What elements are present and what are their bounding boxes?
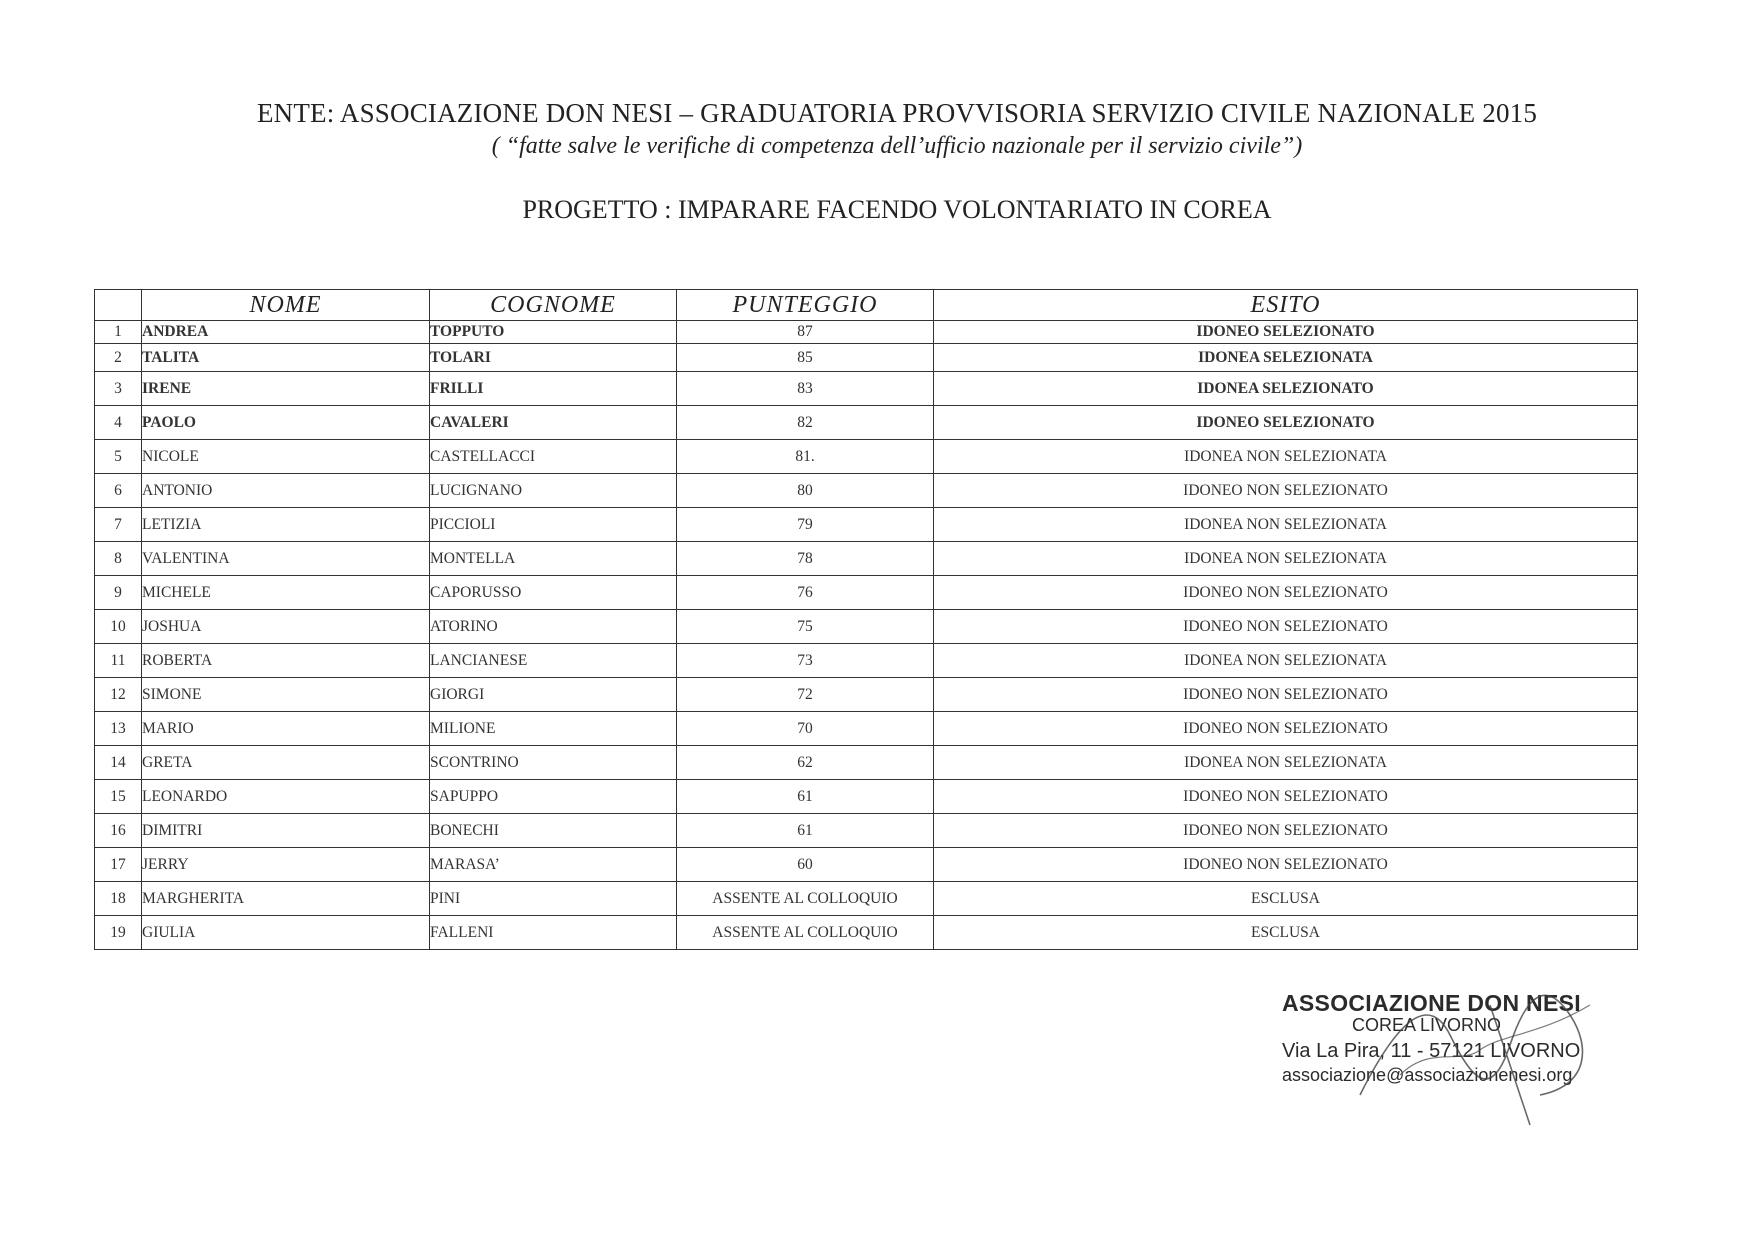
cognome-cell: FALLENI [430, 916, 677, 950]
cognome-cell: BONECHI [430, 814, 677, 848]
esito-cell: IDONEO SELEZIONATO [934, 406, 1638, 440]
column-header-nome: NOME [142, 290, 430, 321]
punteggio-cell: 61 [677, 780, 934, 814]
table-row [95, 344, 1638, 372]
nome-cell: TALITA [142, 344, 430, 372]
table-row [95, 321, 1638, 344]
esito-cell: ESCLUSA [934, 916, 1638, 950]
stamp-line-address: Via La Pira, 11 - 57121 LIVORNO [1282, 1040, 1581, 1062]
table-row [95, 372, 1638, 406]
punteggio-cell: 70 [677, 712, 934, 746]
row-number-cell: 18 [95, 882, 142, 916]
row-number-cell: 3 [95, 372, 142, 406]
table-row [95, 882, 1638, 916]
esito-cell: IDONEO NON SELEZIONATO [934, 678, 1638, 712]
row-number-cell: 10 [95, 610, 142, 644]
table-row [95, 406, 1638, 440]
esito-cell: IDONEA NON SELEZIONATA [934, 440, 1638, 474]
punteggio-cell: ASSENTE AL COLLOQUIO [677, 882, 934, 916]
punteggio-cell: 61 [677, 814, 934, 848]
association-stamp [1282, 990, 1582, 1086]
punteggio-cell: 75 [677, 610, 934, 644]
punteggio-cell: 80 [677, 474, 934, 508]
punteggio-cell: 79 [677, 508, 934, 542]
esito-cell: IDONEA SELEZIONATO [934, 372, 1638, 406]
nome-cell: PAOLO [142, 406, 430, 440]
esito-cell: ESCLUSA [934, 882, 1638, 916]
row-number-cell: 1 [95, 321, 142, 344]
cognome-cell: SCONTRINO [430, 746, 677, 780]
row-number-cell: 14 [95, 746, 142, 780]
cognome-cell: PICCIOLI [430, 508, 677, 542]
table-row [95, 848, 1638, 882]
nome-cell: GIULIA [142, 916, 430, 950]
nome-cell: MARIO [142, 712, 430, 746]
cognome-cell: FRILLI [430, 372, 677, 406]
table-row [95, 746, 1638, 780]
table-row [95, 780, 1638, 814]
nome-cell: JERRY [142, 848, 430, 882]
punteggio-cell: 60 [677, 848, 934, 882]
stamp-line-name: ASSOCIAZIONE DON NESI [1282, 990, 1581, 1016]
table-row [95, 440, 1638, 474]
punteggio-cell: ASSENTE AL COLLOQUIO [677, 916, 934, 950]
table-row [95, 474, 1638, 508]
nome-cell: MICHELE [142, 576, 430, 610]
column-header-number [95, 290, 142, 321]
cognome-cell: TOPPUTO [430, 321, 677, 344]
esito-cell: IDONEO NON SELEZIONATO [934, 610, 1638, 644]
table-row [95, 576, 1638, 610]
row-number-cell: 9 [95, 576, 142, 610]
table-row [95, 712, 1638, 746]
esito-cell: IDONEO SELEZIONATO [934, 321, 1638, 344]
cognome-cell: CAVALERI [430, 406, 677, 440]
row-number-cell: 5 [95, 440, 142, 474]
punteggio-cell: 78 [677, 542, 934, 576]
table-row [95, 814, 1638, 848]
row-number-cell: 6 [95, 474, 142, 508]
nome-cell: GRETA [142, 746, 430, 780]
row-number-cell: 12 [95, 678, 142, 712]
table-row [95, 916, 1638, 950]
table-row [95, 508, 1638, 542]
table-row [95, 644, 1638, 678]
cognome-cell: PINI [430, 882, 677, 916]
project-title: PROGETTO : IMPARARE FACENDO VOLONTARIATO IN COREA [522, 195, 1272, 224]
nome-cell: DIMITRI [142, 814, 430, 848]
esito-cell: IDONEA NON SELEZIONATA [934, 746, 1638, 780]
row-number-cell: 17 [95, 848, 142, 882]
row-number-cell: 19 [95, 916, 142, 950]
punteggio-cell: 87 [677, 321, 934, 344]
document-title: ENTE: ASSOCIAZIONE DON NESI – GRADUATORIA PROVVISORIA SERVIZIO CIVILE NAZIONALE 2015 [256, 98, 1538, 128]
nome-cell: VALENTINA [142, 542, 430, 576]
document-subtitle: ( “fatte salve le verifiche di competenza dell’ufficio nazionale per il servizio civile”) [491, 133, 1303, 159]
ranking-table [94, 289, 1638, 950]
nome-cell: JOSHUA [142, 610, 430, 644]
cognome-cell: ATORINO [430, 610, 677, 644]
cognome-cell: MILIONE [430, 712, 677, 746]
stamp-line-email: associazione@associazionenesi.org [1282, 1065, 1573, 1085]
cognome-cell: SAPUPPO [430, 780, 677, 814]
esito-cell: IDONEO NON SELEZIONATO [934, 814, 1638, 848]
stamp-line-location: COREA LIVORNO [1352, 1015, 1502, 1035]
nome-cell: ANDREA [142, 321, 430, 344]
punteggio-cell: 85 [677, 344, 934, 372]
table-row [95, 678, 1638, 712]
row-number-cell: 11 [95, 644, 142, 678]
esito-cell: IDONEO NON SELEZIONATO [934, 780, 1638, 814]
row-number-cell: 8 [95, 542, 142, 576]
table-row [95, 542, 1638, 576]
punteggio-cell: 62 [677, 746, 934, 780]
esito-cell: IDONEA NON SELEZIONATA [934, 644, 1638, 678]
row-number-cell: 7 [95, 508, 142, 542]
esito-cell: IDONEA SELEZIONATA [934, 344, 1638, 372]
nome-cell: ROBERTA [142, 644, 430, 678]
cognome-cell: GIORGI [430, 678, 677, 712]
nome-cell: IRENE [142, 372, 430, 406]
row-number-cell: 4 [95, 406, 142, 440]
punteggio-cell: 83 [677, 372, 934, 406]
column-header-punteggio: PUNTEGGIO [677, 290, 934, 321]
cognome-cell: MARASA’ [430, 848, 677, 882]
row-number-cell: 15 [95, 780, 142, 814]
row-number-cell: 13 [95, 712, 142, 746]
column-header-cognome: COGNOME [430, 290, 677, 321]
punteggio-cell: 72 [677, 678, 934, 712]
esito-cell: IDONEO NON SELEZIONATO [934, 848, 1638, 882]
table-header-row [95, 290, 1638, 321]
esito-cell: IDONEA NON SELEZIONATA [934, 542, 1638, 576]
nome-cell: LEONARDO [142, 780, 430, 814]
row-number-cell: 16 [95, 814, 142, 848]
row-number-cell: 2 [95, 344, 142, 372]
table-row [95, 610, 1638, 644]
esito-cell: IDONEO NON SELEZIONATO [934, 474, 1638, 508]
column-header-esito: ESITO [934, 290, 1638, 321]
cognome-cell: CAPORUSSO [430, 576, 677, 610]
nome-cell: ANTONIO [142, 474, 430, 508]
cognome-cell: CASTELLACCI [430, 440, 677, 474]
punteggio-cell: 82 [677, 406, 934, 440]
cognome-cell: LUCIGNANO [430, 474, 677, 508]
punteggio-cell: 76 [677, 576, 934, 610]
esito-cell: IDONEO NON SELEZIONATO [934, 576, 1638, 610]
punteggio-cell: 73 [677, 644, 934, 678]
nome-cell: LETIZIA [142, 508, 430, 542]
esito-cell: IDONEA NON SELEZIONATA [934, 508, 1638, 542]
esito-cell: IDONEO NON SELEZIONATO [934, 712, 1638, 746]
punteggio-cell: 81. [677, 440, 934, 474]
cognome-cell: TOLARI [430, 344, 677, 372]
cognome-cell: MONTELLA [430, 542, 677, 576]
cognome-cell: LANCIANESE [430, 644, 677, 678]
nome-cell: SIMONE [142, 678, 430, 712]
nome-cell: NICOLE [142, 440, 430, 474]
nome-cell: MARGHERITA [142, 882, 430, 916]
